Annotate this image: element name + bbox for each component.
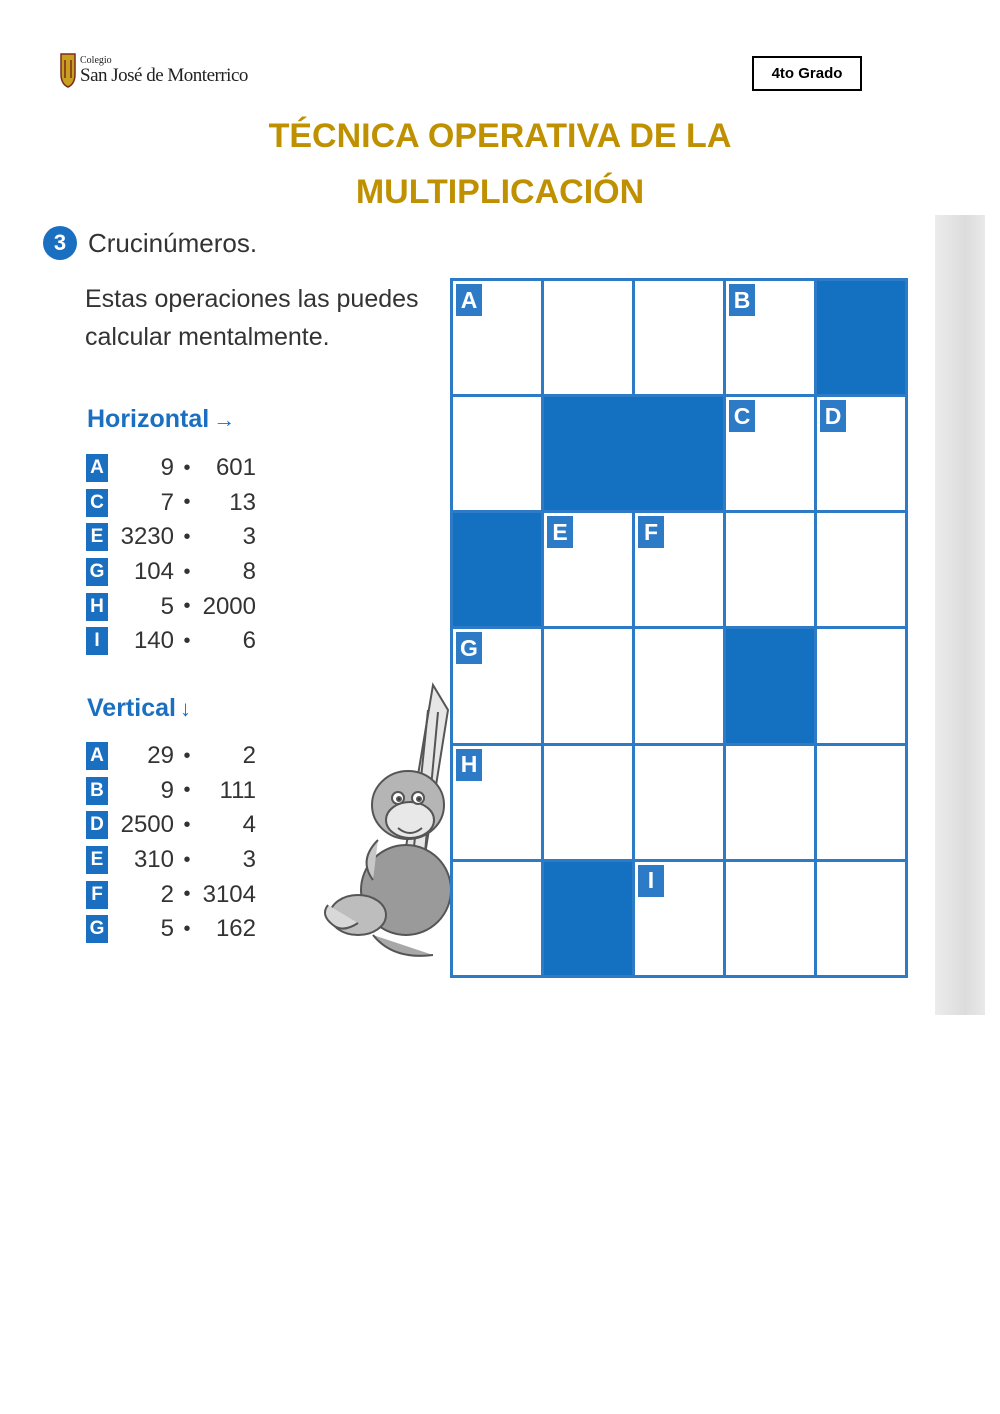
clue-row bbox=[86, 843, 256, 878]
exercise-description: Estas operaciones las puedes calcular mentalmente. bbox=[85, 285, 419, 351]
cell-label-e: E bbox=[547, 516, 573, 548]
title-line-2: MULTIPLICACIÓN bbox=[355, 173, 645, 211]
clue-factor-a: 2500 bbox=[120, 811, 174, 839]
clue-factor-a: 9 bbox=[160, 454, 174, 482]
cell-label-h: H bbox=[456, 749, 482, 781]
clue-operator: • bbox=[183, 848, 191, 871]
clue-factor-a: 29 bbox=[147, 742, 174, 770]
school-label: Colegio bbox=[80, 54, 112, 66]
clue-row bbox=[86, 877, 256, 912]
clue-label: G bbox=[86, 915, 108, 943]
clue-operator: • bbox=[183, 456, 191, 479]
cell-label-d: D bbox=[820, 400, 846, 432]
grid-cell[interactable] bbox=[817, 862, 908, 978]
clue-label: I bbox=[86, 627, 108, 655]
school-name: San José de Monterrico bbox=[80, 64, 248, 86]
clue-label: D bbox=[86, 811, 108, 839]
cell-label-i: I bbox=[638, 865, 664, 897]
clue-factor-b: 13 bbox=[229, 488, 256, 516]
cell-label-f: F bbox=[638, 516, 664, 548]
clue-row bbox=[86, 739, 256, 774]
grid-cell[interactable] bbox=[635, 281, 726, 397]
clue-factor-b: 2 bbox=[242, 742, 256, 770]
clue-factor-b: 3 bbox=[242, 846, 256, 874]
clue-factor-b: 601 bbox=[215, 454, 256, 482]
clue-operator: • bbox=[183, 779, 191, 802]
clue-factor-a: 2 bbox=[160, 880, 174, 908]
clue-factor-a: 5 bbox=[160, 592, 174, 620]
clue-row bbox=[86, 555, 256, 590]
grid-cell[interactable] bbox=[544, 513, 635, 629]
clue-operator: • bbox=[183, 525, 191, 548]
vertical-title bbox=[87, 694, 191, 723]
blocked-cell bbox=[726, 629, 817, 745]
grid-cell[interactable] bbox=[817, 746, 908, 862]
clue-operator: • bbox=[183, 744, 191, 767]
grid-cell[interactable] bbox=[726, 862, 817, 978]
clue-label: G bbox=[86, 558, 108, 586]
clue-label: C bbox=[86, 489, 108, 517]
grid-cell[interactable] bbox=[635, 746, 726, 862]
clue-factor-b: 111 bbox=[219, 776, 256, 804]
grid-cell[interactable] bbox=[453, 397, 544, 513]
blocked-cell bbox=[817, 281, 908, 397]
exercise-number: 3 bbox=[43, 226, 77, 260]
clue-operator: • bbox=[183, 491, 191, 514]
school-logo bbox=[60, 52, 248, 88]
clue-row bbox=[86, 486, 256, 521]
vertical-clues bbox=[86, 739, 256, 947]
clue-factor-a: 104 bbox=[133, 558, 174, 586]
grid-cell[interactable] bbox=[817, 397, 908, 513]
grid-cell[interactable] bbox=[544, 629, 635, 745]
clue-factor-a: 140 bbox=[133, 627, 174, 655]
grid-cell[interactable] bbox=[726, 513, 817, 629]
grid-cell[interactable] bbox=[453, 281, 544, 397]
grid-cell[interactable] bbox=[726, 281, 817, 397]
clue-label: A bbox=[86, 742, 108, 770]
clue-row bbox=[86, 589, 256, 624]
clue-label: E bbox=[86, 523, 108, 551]
clue-factor-b: 4 bbox=[242, 811, 256, 839]
grid-cell[interactable] bbox=[726, 397, 817, 513]
grid-cell[interactable] bbox=[544, 746, 635, 862]
arrow-down-icon: ↓ bbox=[179, 695, 191, 721]
clue-factor-a: 3230 bbox=[120, 523, 174, 551]
page-title bbox=[0, 108, 1000, 220]
vertical-label: Vertical bbox=[87, 694, 176, 722]
crossword-grid bbox=[450, 278, 908, 978]
clue-operator: • bbox=[183, 560, 191, 583]
blocked-cell bbox=[453, 513, 544, 629]
grid-cell[interactable] bbox=[635, 862, 726, 978]
grid-cell[interactable] bbox=[635, 629, 726, 745]
clue-factor-a: 310 bbox=[133, 846, 174, 874]
grid-cell[interactable] bbox=[817, 629, 908, 745]
horizontal-title bbox=[87, 405, 235, 434]
horizontal-clues bbox=[86, 451, 256, 659]
clue-operator: • bbox=[183, 629, 191, 652]
clue-row bbox=[86, 808, 256, 843]
grid-cell[interactable] bbox=[726, 746, 817, 862]
blocked-cell bbox=[544, 862, 635, 978]
clue-factor-b: 3 bbox=[242, 523, 256, 551]
grid-cell[interactable] bbox=[544, 281, 635, 397]
arrow-right-icon: → bbox=[213, 406, 236, 432]
clue-row bbox=[86, 912, 256, 947]
cell-label-c: C bbox=[729, 400, 755, 432]
cell-label-g: G bbox=[456, 632, 482, 664]
horizontal-label: Horizontal bbox=[87, 405, 210, 433]
grid-cell[interactable] bbox=[453, 629, 544, 745]
clue-row bbox=[86, 774, 256, 809]
school-shield-icon bbox=[60, 52, 76, 88]
grid-cell[interactable] bbox=[635, 513, 726, 629]
clue-operator: • bbox=[183, 595, 191, 618]
clue-factor-a: 7 bbox=[160, 488, 174, 516]
clue-label: H bbox=[86, 593, 108, 621]
clue-factor-b: 2000 bbox=[202, 592, 256, 620]
clue-factor-b: 6 bbox=[242, 627, 256, 655]
clue-row bbox=[86, 520, 256, 555]
clue-operator: • bbox=[183, 917, 191, 940]
grid-cell[interactable] bbox=[453, 746, 544, 862]
clue-label: E bbox=[86, 846, 108, 874]
exercise-title: Crucinúmeros. bbox=[88, 228, 258, 258]
clue-factor-b: 162 bbox=[215, 915, 256, 943]
monkey-with-pencil-icon bbox=[318, 680, 458, 980]
clue-factor-a: 5 bbox=[160, 915, 174, 943]
grid-cell[interactable] bbox=[817, 513, 908, 629]
clue-row bbox=[86, 451, 256, 486]
grade-box: 4to Grado bbox=[752, 56, 862, 91]
clue-label: A bbox=[86, 454, 108, 482]
page-edge-shadow bbox=[935, 215, 985, 1015]
clue-row bbox=[86, 624, 256, 659]
grid-cell[interactable] bbox=[453, 862, 544, 978]
cell-label-b: B bbox=[729, 284, 755, 316]
blocked-cell bbox=[544, 397, 726, 513]
clue-operator: • bbox=[183, 813, 191, 836]
clue-factor-b: 3104 bbox=[202, 880, 256, 908]
clue-factor-a: 9 bbox=[160, 776, 174, 804]
clue-factor-b: 8 bbox=[242, 558, 256, 586]
clue-label: F bbox=[86, 881, 108, 909]
title-line-1: TÉCNICA OPERATIVA DE LA bbox=[268, 117, 732, 155]
cell-label-a: A bbox=[456, 284, 482, 316]
clue-operator: • bbox=[183, 883, 191, 906]
clue-label: B bbox=[86, 777, 108, 805]
